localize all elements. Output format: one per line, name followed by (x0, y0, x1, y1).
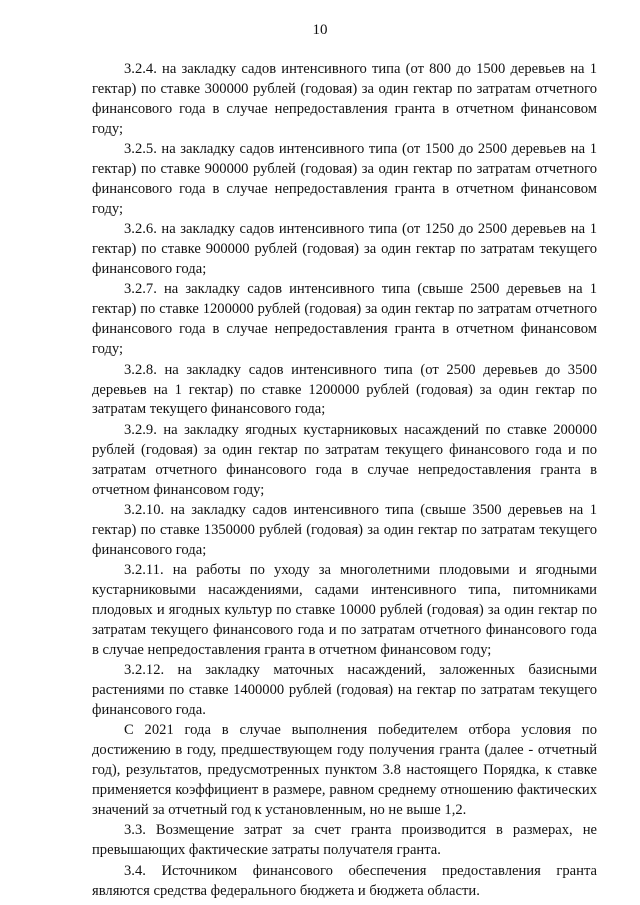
clause-3-2-11: 3.2.11. на работы по уходу за многолетними плодовыми и ягодными кустарниковыми насаждениями, садами интенсивного типа, питомниками плодовых и ягодных культур по ставке 10000 рублей (годовая) за один гектар по затратам текущего финансового года и по затратам отчетного финансового года в случае непредоставления гранта в отчетном финансовом году; (92, 562, 597, 658)
clause-3-4: 3.4. Источником финансового обеспечения предоставления гранта являются средства федерального бюджета и бюджета области. (92, 862, 597, 899)
document-body (92, 60, 597, 902)
clause-3-2-7: 3.2.7. на закладку садов интенсивного типа (свыше 2500 деревьев на 1 гектар) по ставке 1200000 рублей (годовая) за один гектар по затратам отчетного финансового года в случае непредоставления гранта в отчетном финансовом году; (92, 281, 597, 358)
page-number: 10 (312, 22, 328, 38)
clause-3-2-10: 3.2.10. на закладку садов интенсивного типа (свыше 3500 деревьев на 1 гектар) по ставке 1350000 рублей (годовая) за один гектар по затратам текущего финансового года; (92, 501, 597, 558)
clause-3-2-4: 3.2.4. на закладку садов интенсивного типа (от 800 до 1500 деревьев на 1 гектар) по ставке 300000 рублей (годовая) за один гектар по затратам отчетного финансового года в случае непредоставления гранта в отчетном финансовом году; (92, 61, 597, 137)
clause-3-2-12: 3.2.12. на закладку маточных насаждений, заложенных базисными растениями по ставке 1400000 рублей (годовая) на гектар по затратам текущего финансового года. (92, 662, 597, 718)
coefficient-paragraph: С 2021 года в случае выполнения победителем отбора условия по достижению в году, предшествующем году получения гранта (далее - отчетный год), результатов, предусмотренных пунктом 3.8 настоящего Порядка, к ставке применяется коэффициент в размере, равном среднему отношению фактических значений за отчетный год к установленным, но не выше 1,2. (92, 722, 597, 819)
clause-3-2-9: 3.2.9. на закладку ягодных кустарниковых насаждений по ставке 200000 рублей (годовая) за один гектар по затратам текущего финансового года и по затратам отчетного финансового года в случае непредоставления гранта в отчетном финансовом году; (92, 421, 597, 498)
clause-3-2-6: 3.2.6. на закладку садов интенсивного типа (от 1250 до 2500 деревьев на 1 гектар) по ставке 900000 рублей (годовая) за один гектар по затратам текущего финансового года; (92, 221, 597, 278)
clause-3-2-8: 3.2.8. на закладку садов интенсивного типа (от 2500 деревьев до 3500 деревьев на 1 гектар) по ставке 1200000 рублей (годовая) за один гектар по затратам текущего финансового года; (92, 361, 597, 418)
clause-3-2-5: 3.2.5. на закладку садов интенсивного типа (от 1500 до 2500 деревьев на 1 гектар) по ставке 900000 рублей (годовая) за один гектар по затратам отчетного финансового года в случае непредоставления гранта в отчетном финансовом году; (92, 141, 597, 217)
clause-3-3: 3.3. Возмещение затрат за счет гранта производится в размерах, не превышающих фактические затраты получателя гранта. (92, 822, 597, 859)
